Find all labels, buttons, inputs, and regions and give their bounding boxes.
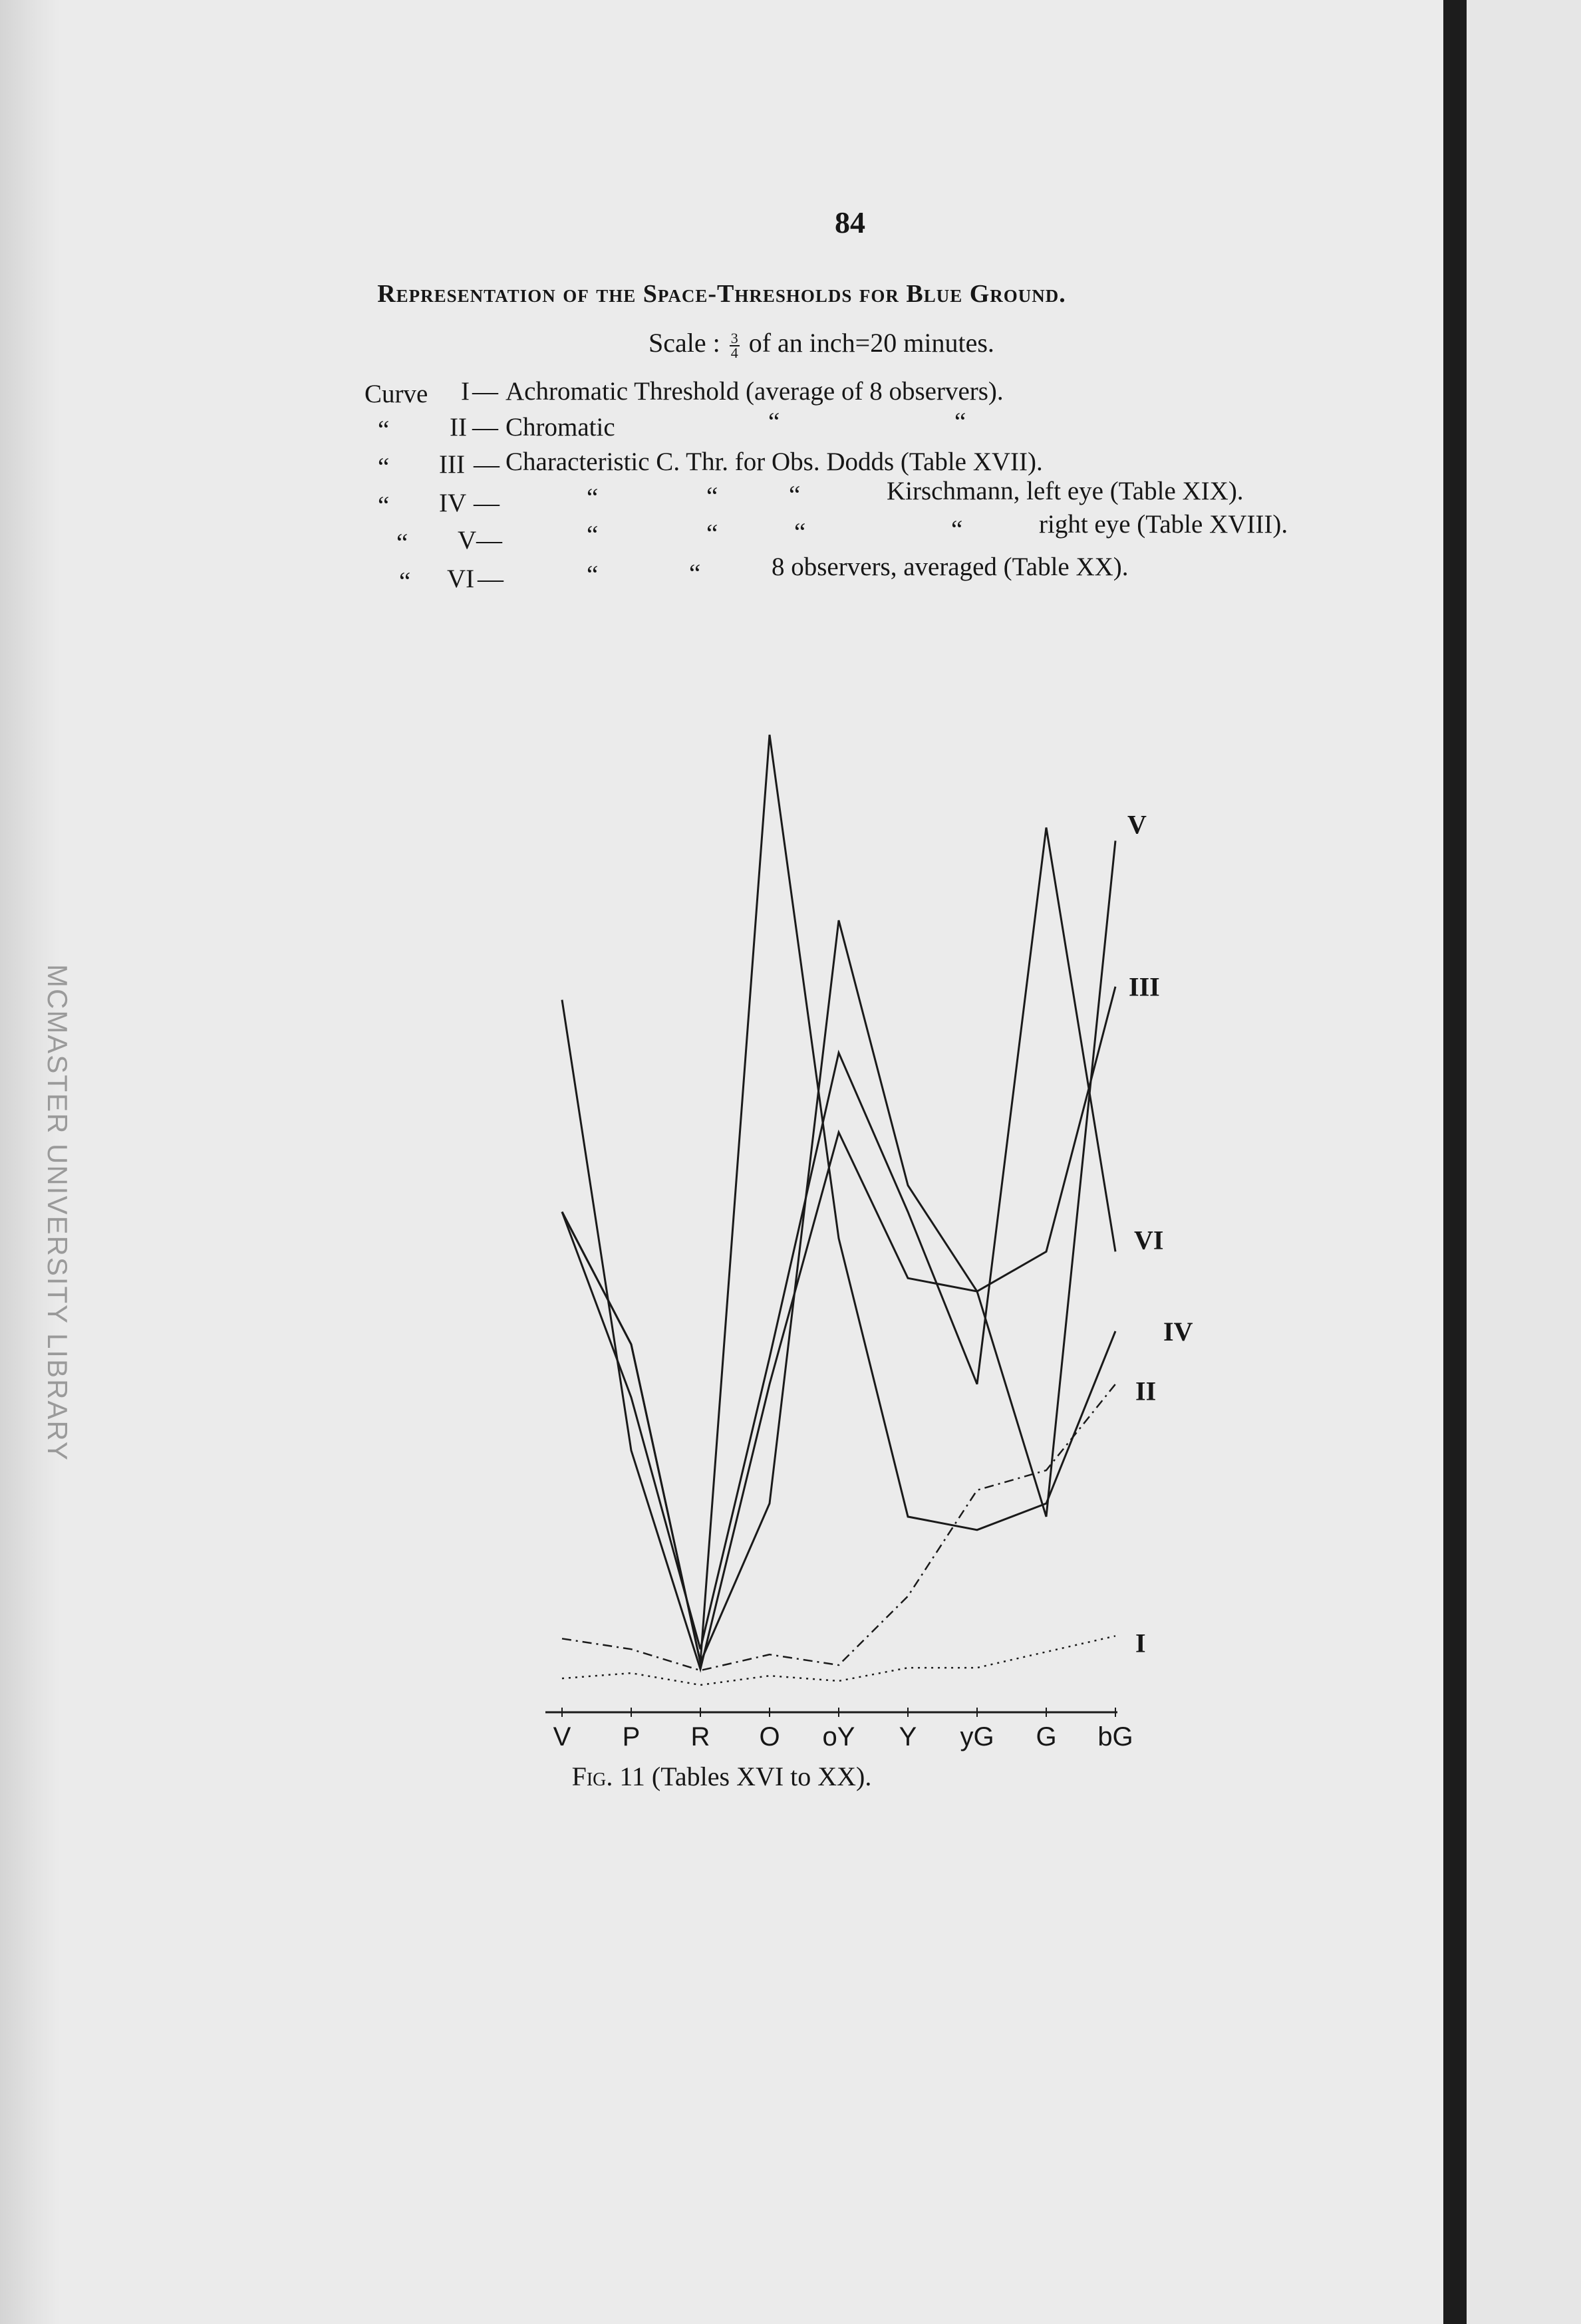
series-label-III: III: [1129, 971, 1160, 1002]
x-tick-label: O: [759, 1722, 780, 1751]
x-tick-label: V: [553, 1722, 571, 1751]
legend-text: Achromatic Threshold (average of 8 observers).: [505, 377, 1004, 406]
legend-ditto: “: [794, 518, 806, 547]
x-tick-label: G: [1036, 1722, 1057, 1751]
legend-ditto: “: [706, 519, 718, 548]
legend-dash: —: [472, 377, 498, 406]
legend-prefix: Curve: [364, 380, 428, 408]
legend-dash: —: [476, 526, 502, 555]
series-labels: [1127, 809, 1193, 1658]
legend-text: Kirschmann, left eye (Table XIX).: [887, 477, 1244, 505]
legend-numeral: II: [450, 413, 467, 442]
x-tick-label: bG: [1097, 1722, 1133, 1751]
x-tick-label: yG: [960, 1722, 994, 1751]
x-tick-label: P: [622, 1722, 641, 1751]
legend-dash: —: [474, 489, 500, 517]
legend-dash: —: [478, 565, 503, 593]
scale-text-before: Scale :: [648, 328, 727, 358]
series-layer: [562, 735, 1115, 1685]
caption-fig-word: Fig.: [571, 1761, 613, 1791]
series-line-I: [562, 1636, 1115, 1685]
legend-ditto: “: [789, 481, 801, 509]
series-label-V: V: [1127, 809, 1147, 840]
figure-title: Representation of the Space-Thresholds for Blue Ground.: [377, 280, 1066, 308]
series-line-III: [562, 987, 1115, 1669]
legend-dash: —: [472, 413, 498, 442]
library-stamp: MCMASTER UNIVERSITY LIBRARY: [42, 964, 73, 1462]
legend-dash: —: [474, 450, 500, 479]
series-label-I: I: [1135, 1628, 1146, 1658]
legend-ditto: “: [706, 482, 718, 511]
x-tick-label: R: [690, 1722, 710, 1751]
legend-ditto: “: [954, 408, 966, 436]
series-label-IV: IV: [1163, 1316, 1193, 1347]
series-label-II: II: [1135, 1376, 1157, 1406]
legend-ditto: “: [951, 515, 963, 544]
series-label-VI: VI: [1134, 1225, 1164, 1255]
x-tick-label: oY: [822, 1722, 855, 1751]
legend-text: Characteristic C. Thr. for Obs. Dodds (Table XVII).: [505, 448, 1043, 476]
legend-prefix: “: [378, 453, 390, 481]
legend-numeral: IV: [439, 489, 467, 517]
x-tick-label: Y: [899, 1722, 917, 1751]
legend-prefix: “: [399, 567, 411, 596]
series-line-IV: [562, 735, 1115, 1662]
legend-ditto: “: [587, 483, 599, 512]
legend-numeral: VI: [447, 565, 475, 593]
legend-numeral: I: [461, 377, 470, 406]
legend-prefix: “: [378, 416, 390, 444]
scale-text-after: of an inch=20 minutes.: [742, 328, 994, 358]
page-number: 84: [835, 205, 865, 239]
legend-ditto: “: [689, 559, 701, 588]
scale-fraction-denominator: 4: [730, 344, 738, 361]
legend-ditto: “: [587, 561, 599, 589]
x-tick-labels: [553, 1722, 1133, 1751]
legend-text: Chromatic: [505, 413, 615, 442]
caption-text: 11 (Tables XVI to XX).: [613, 1761, 872, 1791]
scale-fraction-numerator: 3: [730, 329, 738, 346]
figure-caption: [0, 1761, 1443, 1792]
legend-text: right eye (Table XVIII).: [1039, 510, 1288, 539]
legend-ditto: “: [768, 408, 780, 436]
legend-ditto: “: [587, 521, 599, 549]
legend-prefix: “: [396, 529, 408, 557]
legend-numeral: III: [439, 450, 465, 479]
legend-prefix: “: [378, 491, 390, 520]
legend-numeral: V: [458, 526, 477, 555]
legend-text: 8 observers, averaged (Table XX).: [772, 553, 1129, 581]
series-line-V: [562, 840, 1115, 1662]
series-line-II: [562, 1384, 1115, 1671]
